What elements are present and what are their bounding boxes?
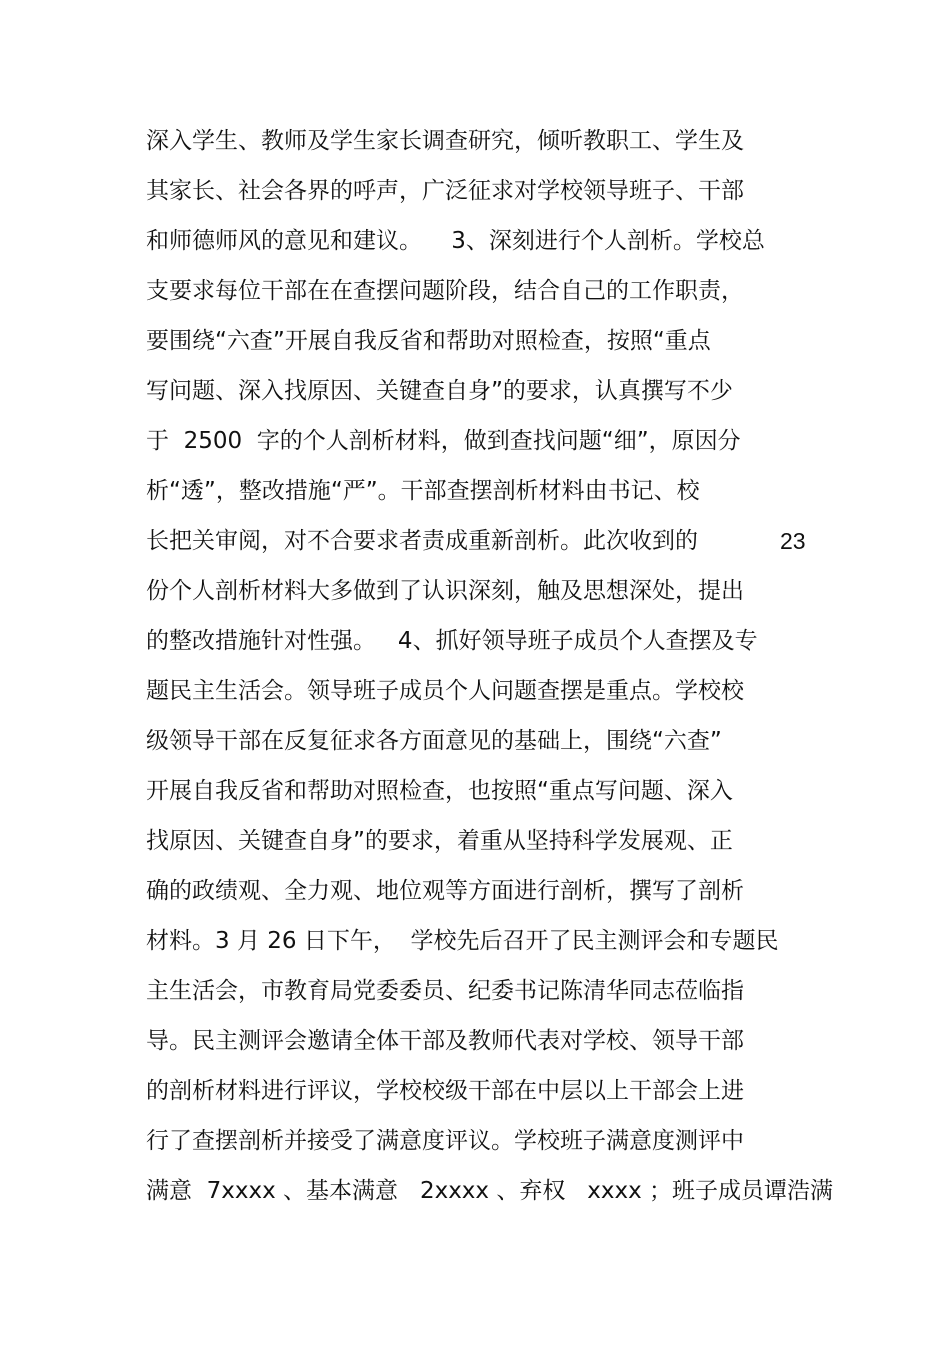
text-line: 的剖析材料进行评议，学校校级干部在中层以上干部会上进 <box>146 1078 744 1104</box>
text-line: 长把关审阅，对不合要求者责成重新剖析。此次收到的 <box>146 528 698 554</box>
text-line: 导。民主测评会邀请全体干部及教师代表对学校、领导干部 <box>146 1028 744 1054</box>
text-line: 开展自我反省和帮助对照检查，也按照“重点写问题、深入 <box>146 778 733 804</box>
text-line: 于 2500 字的个人剖析材料，做到查找问题“细”，原因分 <box>146 428 741 454</box>
text-line: 支要求每位干部在在查摆问题阶段，结合自己的工作职责， <box>146 278 744 304</box>
text-line: 其家长、社会各界的呼声，广泛征求对学校领导班子、干部 <box>146 178 744 204</box>
text-line: 题民主生活会。领导班子成员个人问题查摆是重点。学校校 <box>146 678 744 704</box>
text-line: 的整改措施针对性强。 4、抓好领导班子成员个人查摆及专 <box>146 628 758 654</box>
text-line: 和师德师风的意见和建议。 3、深刻进行个人剖析。学校总 <box>146 228 765 254</box>
text-line: 行了查摆剖析并接受了满意度评议。学校班子满意度测评中 <box>146 1128 744 1154</box>
text-line: 主生活会，市教育局党委委员、纪委书记陈清华同志莅临指 <box>146 978 744 1004</box>
text-line: 深入学生、教师及学生家长调查研究，倾听教职工、学生及 <box>146 128 744 154</box>
text-line: 级领导干部在反复征求各方面意见的基础上，围绕“六查” <box>146 728 722 754</box>
text-line: 满意 7xxxx 、基本满意 2xxxx 、弃权 xxxx ；班子成员谭浩满 <box>146 1178 834 1204</box>
text-line: 析“透”，整改措施“严”。干部查摆剖析材料由书记、校 <box>146 478 700 504</box>
text-line: 找原因、关键查自身”的要求，着重从坚持科学发展观、正 <box>146 828 733 854</box>
text-line: 确的政绩观、全力观、地位观等方面进行剖析，撰写了剖析 <box>146 878 744 904</box>
text-line: 写问题、深入找原因、关键查自身”的要求，认真撰写不少 <box>146 378 733 404</box>
text-line: 材料。3 月 26 日下午， 学校先后召开了民主测评会和专题民 <box>146 928 779 954</box>
line-end-number: 23 <box>780 528 806 554</box>
text-line: 要围绕“六查”开展自我反省和帮助对照检查，按照“重点 <box>146 328 711 354</box>
text-line: 份个人剖析材料大多做到了认识深刻，触及思想深处，提出 <box>146 578 744 604</box>
